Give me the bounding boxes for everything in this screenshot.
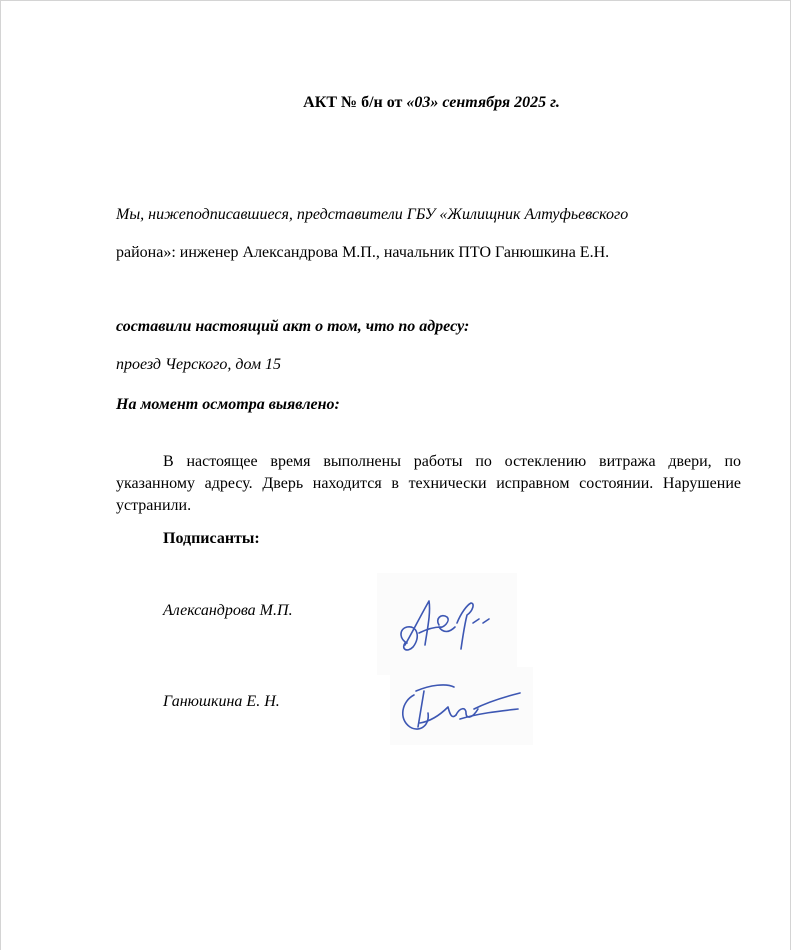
findings-paragraph: В настоящее время выполнены работы по остеклению витража двери, по указанному адресу. Дверь находится в технически исправном состоянии. Нарушение устранили. [116,453,741,514]
signers-label: Подписанты: [163,530,260,547]
signer-name-2: Ганюшкина Е. Н. [163,693,280,710]
compiled-label: составили настоящий акт о том, что по адресу: [116,318,470,335]
document-title [1,94,790,112]
intro-line-1: Мы, нижеподписавшиеся, представители ГБУ «Жилищник Алтуфьевского [116,206,629,223]
intro-line-2: района»: инженер Александрова М.П., начальник ПТО Ганюшкина Е.Н. [116,244,610,261]
signature-image-2 [390,667,533,745]
signature-image-1 [377,573,517,675]
title-prefix: АКТ № б/н от [303,94,407,111]
signer-name-1: Александрова М.П. [163,602,293,619]
address-text: проезд Черского, дом 15 [116,356,282,373]
title-date: «03» сентября 2025 г. [406,94,560,111]
found-label: На момент осмотра выявлено: [116,396,340,413]
